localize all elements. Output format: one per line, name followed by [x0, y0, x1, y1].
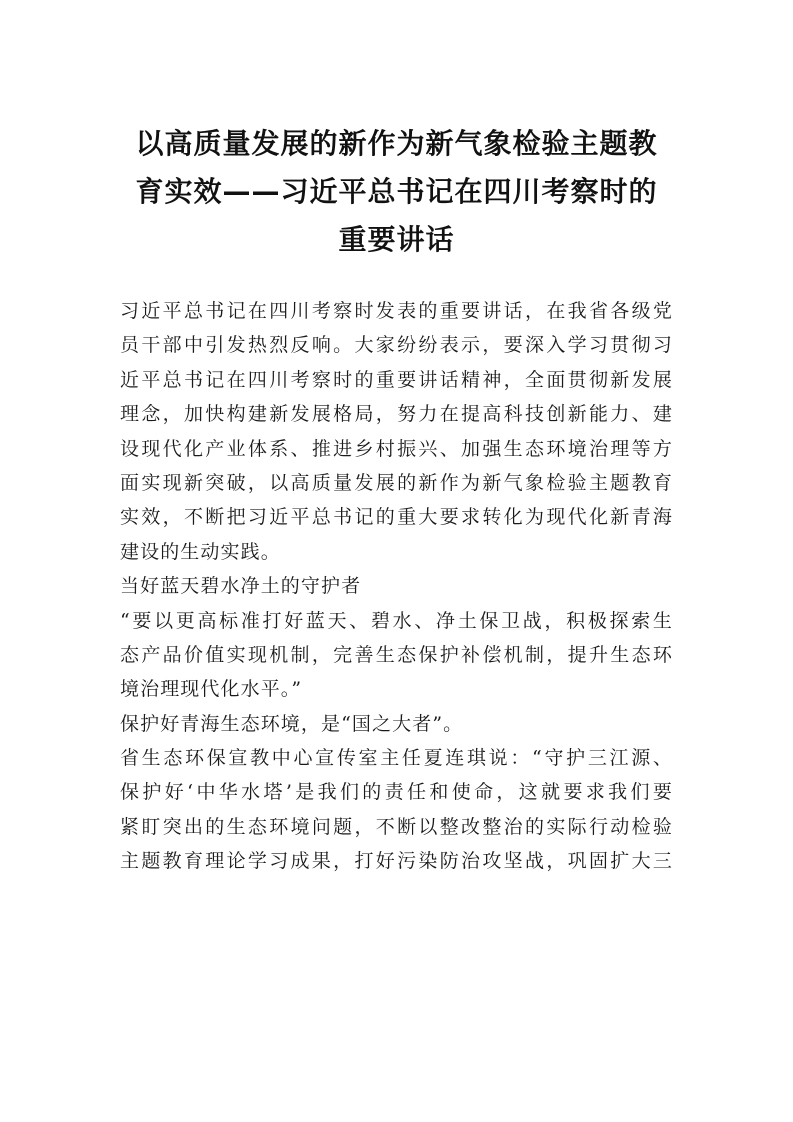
body-text-line: “要以更高标准打好蓝天、碧水、净土保卫战，积极探索生 — [120, 609, 673, 632]
body-text-line: 态产品价值实现机制，完善生态保护补偿机制，提升生态环 — [120, 643, 673, 666]
body-text-line: 境治理现代化水平。” — [120, 678, 303, 701]
document-title — [120, 120, 673, 264]
body-text-line: 习近平总书记在四川考察时发表的重要讲话，在我省各级党 — [120, 300, 673, 322]
body-text-line: 理念，加快构建新发展格局，努力在提高科技创新能力、建 — [120, 403, 673, 426]
body-text-line: 紧盯突出的生态环境问题，不断以整改整治的实际行动检验 — [120, 815, 673, 838]
title-line: 育实效——习近平总书记在四川考察时的 — [135, 175, 658, 208]
body-text-line: 保护好‘中华水塔’是我们的责任和使命，这就要求我们要 — [120, 781, 673, 804]
body-text-line: 近平总书记在四川考察时的重要讲话精神，全面贯彻新发展 — [120, 368, 673, 391]
body-text-line: 省生态环保宣教中心宣传室主任夏连琪说：“守护三江源、 — [120, 747, 673, 770]
body-text-line: 主题教育理论学习成果，打好污染防治攻坚战，巩固扩大三 — [120, 850, 673, 873]
body-text-line: 实效，不断把习近平总书记的重大要求转化为现代化新青海 — [120, 506, 673, 529]
title-line: 以高质量发展的新作为新气象检验主题教 — [135, 127, 658, 160]
body-text-line: 建设的生动实践。 — [120, 540, 281, 563]
body-text-line: 设现代化产业体系、推进乡村振兴、加强生态环境治理等方 — [120, 437, 673, 460]
body-text-line: 员干部中引发热烈反响。大家纷纷表示，要深入学习贯彻习 — [120, 334, 673, 357]
body-text-line: 保护好青海生态环境，是“国之大者”。 — [120, 712, 464, 735]
title-line: 重要讲话 — [338, 223, 455, 256]
body-text-line: 当好蓝天碧水净土的守护者 — [120, 575, 362, 598]
document-body — [120, 294, 673, 879]
body-text-line: 面实现新突破，以高质量发展的新作为新气象检验主题教育 — [120, 471, 673, 494]
